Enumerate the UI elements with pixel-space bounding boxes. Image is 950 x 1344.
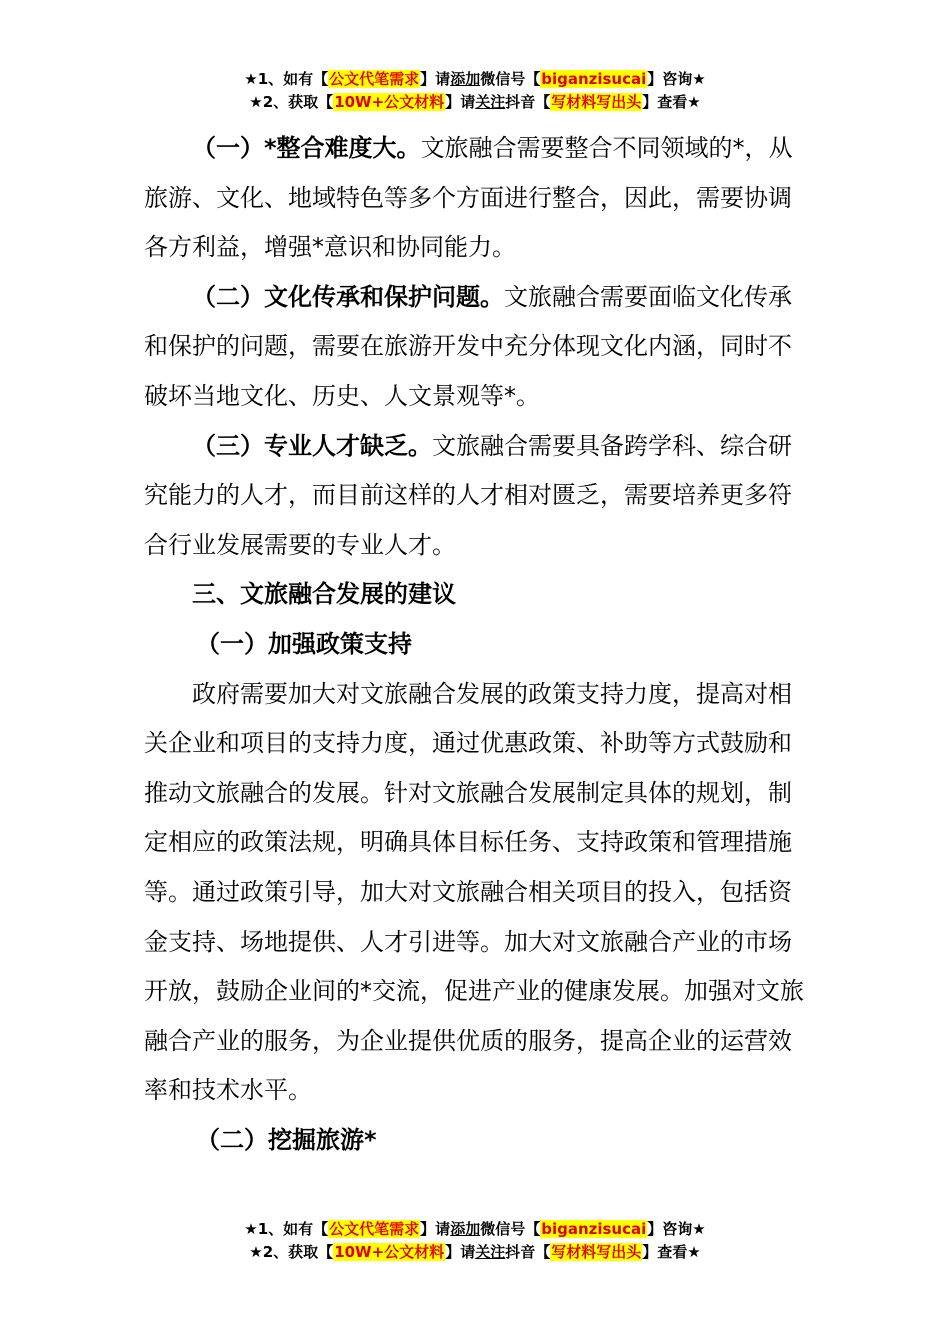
promo-text: 】请 [445, 1243, 476, 1261]
header-promo-banner [0, 68, 950, 114]
promo-text: 】请 [445, 93, 476, 111]
promo-text: 抖音【 [505, 93, 551, 111]
paragraph-integration [144, 124, 809, 273]
promo-text: ★2、获取【 [249, 93, 334, 111]
promo-line-2 [0, 1241, 950, 1264]
paragraph-policy: 政府需要加大对文旅融合发展的政策支持力度，提高对相关企业和项目的支持力度，通过优惠政策、补助等方式鼓励和推动文旅融合的发展。针对文旅融合发展制定具体的规划，制定相应的政策法规，明确具体目标任务、支持政策和管理措施等。通过政策引导，加大对文旅融合相关项目的投入，包括资金支持、场地提供、人才引进等。加大对文旅融合产业的市场开放，鼓励企业间的*交流，促进产业的健康发展。加强对文旅融合产业的服务，为企业提供优质的服务，提高企业的运营效率和技术水平。 [144, 679, 804, 1105]
promo-highlight: 公文代笔需求 [329, 1220, 420, 1238]
promo-text: 】请 [420, 1220, 451, 1238]
paragraph-text: 文旅融合需要面临文化传承和保护的问题，需要在旅游开发中充分体现文化内涵，同时不破坏当地文化、历史、人文景观等*。 [144, 282, 792, 410]
section-heading: 三、文旅融合发展的建议 [192, 580, 456, 609]
document-body [144, 124, 809, 1165]
promo-highlight: 10W+公文材料 [334, 1243, 445, 1261]
promo-underline: 添加 [450, 70, 481, 88]
promo-text: 微信号【 [480, 1220, 541, 1238]
promo-highlight: biganzisucai [541, 70, 647, 88]
promo-underline: 关注 [475, 93, 506, 111]
footer-promo-banner [0, 1218, 950, 1264]
promo-underline: 添加 [450, 1220, 481, 1238]
subsection-heading: （一）加强政策支持 [196, 629, 412, 658]
promo-text: 】查看★ [642, 93, 701, 111]
promo-highlight: 写材料写出头 [551, 93, 642, 111]
paragraph-lead: （二）文化传承和保护问题。 [192, 282, 504, 311]
paragraph-lead: （三）专业人才缺乏。 [192, 431, 432, 460]
paragraph-lead: （一）*整合难度大。 [192, 134, 421, 162]
promo-highlight: biganzisucai [541, 1220, 647, 1238]
promo-text: 抖音【 [505, 1243, 551, 1261]
subsection-heading: （二）挖掘旅游* [196, 1125, 377, 1154]
paragraph-text: 文旅融合需要整合不同领域的*，从旅游、文化、地域特色等多个方面进行整合，因此，需要协调各方利益，增强*意识和协同能力。 [144, 134, 793, 262]
promo-text: 】咨询★ [647, 1220, 706, 1238]
promo-line-1 [0, 1218, 950, 1241]
promo-highlight: 写材料写出头 [551, 1243, 642, 1261]
promo-text: 微信号【 [480, 70, 541, 88]
promo-text: 】咨询★ [647, 70, 706, 88]
promo-text: ★1、如有【 [244, 70, 329, 88]
paragraph-talent [144, 422, 809, 571]
promo-text: 】请 [420, 70, 451, 88]
promo-text: 】查看★ [642, 1243, 701, 1261]
paragraph-text: 文旅融合需要具备跨学科、综合研究能力的人才，而目前这样的人才相对匮乏，需要培养更多符合行业发展需要的专业人才。 [144, 431, 792, 559]
promo-line-1 [0, 68, 950, 91]
promo-text: ★1、如有【 [244, 1220, 329, 1238]
promo-text: ★2、获取【 [249, 1243, 334, 1261]
promo-highlight: 10W+公文材料 [334, 93, 445, 111]
promo-underline: 关注 [475, 1243, 506, 1261]
promo-highlight: 公文代笔需求 [329, 70, 420, 88]
promo-line-2 [0, 91, 950, 114]
paragraph-culture [144, 273, 809, 422]
